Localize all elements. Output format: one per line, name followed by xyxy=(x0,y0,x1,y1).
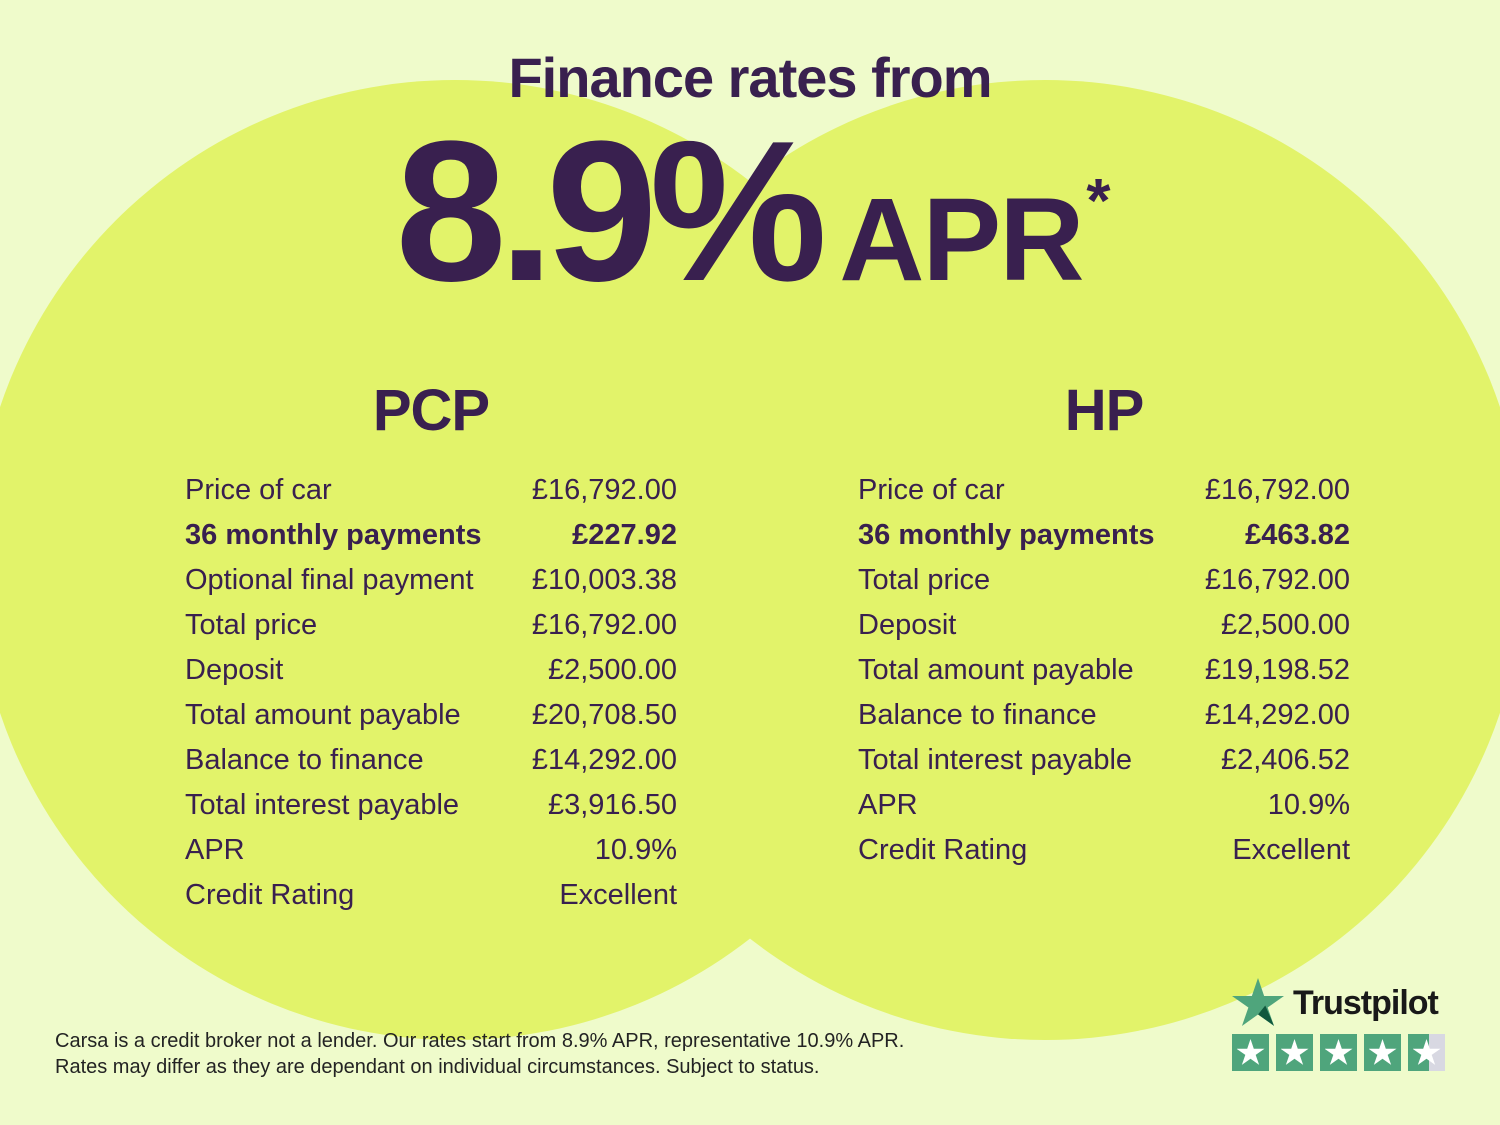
row-value: £16,792.00 xyxy=(1204,474,1350,506)
table-row xyxy=(858,558,1350,603)
row-label: Balance to finance xyxy=(858,699,1097,731)
trustpilot-star-notch xyxy=(1232,978,1284,1028)
rating-star-icon xyxy=(1281,1039,1309,1066)
row-label: APR xyxy=(858,789,918,821)
row-label: Balance to finance xyxy=(185,744,424,776)
table-row xyxy=(858,783,1350,828)
row-label: Price of car xyxy=(185,474,332,506)
row-label: Total interest payable xyxy=(185,789,460,821)
row-label: Price of car xyxy=(858,474,1005,506)
row-value: £20,708.50 xyxy=(531,699,677,731)
row-value: £16,792.00 xyxy=(531,609,677,641)
rating-star-box xyxy=(1232,1034,1269,1071)
row-value: £16,792.00 xyxy=(1204,564,1350,596)
table-row xyxy=(185,513,677,558)
row-label: 36 monthly payments xyxy=(185,519,482,551)
row-label: Optional final payment xyxy=(185,564,474,596)
table-row xyxy=(185,468,677,513)
table-row xyxy=(858,513,1350,558)
hp-rows xyxy=(858,468,1350,873)
pcp-rows xyxy=(185,468,677,918)
row-value: £16,792.00 xyxy=(531,474,677,506)
row-label: Total amount payable xyxy=(858,654,1134,686)
row-value: Excellent xyxy=(1232,834,1350,866)
rating-star-box-half xyxy=(1408,1034,1445,1071)
table-row xyxy=(185,603,677,648)
rating-star-icon xyxy=(1325,1039,1353,1066)
row-label: Deposit xyxy=(858,609,957,641)
row-value: £2,500.00 xyxy=(547,654,677,686)
rating-star-box xyxy=(1320,1034,1357,1071)
row-value: 10.9% xyxy=(1267,789,1350,821)
page-title: Finance rates from xyxy=(508,46,992,109)
row-value: 10.9% xyxy=(594,834,677,866)
rating-star-icon xyxy=(1413,1039,1441,1066)
table-row xyxy=(185,648,677,693)
disclaimer-line-1: Carsa is a credit broker not a lender. Our rates start from 8.9% APR, representative 10.9% APR. xyxy=(55,1030,905,1052)
rate-value: 8.9% xyxy=(395,100,820,323)
row-value: £2,500.00 xyxy=(1220,609,1350,641)
trustpilot-logo xyxy=(1232,978,1462,1028)
table-row xyxy=(185,693,677,738)
pcp-table xyxy=(185,378,677,918)
row-label: Credit Rating xyxy=(185,879,355,911)
row-label: Credit Rating xyxy=(858,834,1028,866)
footnote-asterisk: * xyxy=(1086,167,1109,236)
row-value: £227.92 xyxy=(572,519,677,551)
row-value: £14,292.00 xyxy=(1204,699,1350,731)
rating-star-icon xyxy=(1369,1039,1397,1066)
table-row xyxy=(858,738,1350,783)
hp-table xyxy=(858,378,1350,873)
table-row xyxy=(858,828,1350,873)
table-row xyxy=(185,738,677,783)
row-value: £463.82 xyxy=(1245,519,1350,551)
row-label: Total price xyxy=(858,564,991,596)
row-value: £10,003.38 xyxy=(531,564,677,596)
table-row xyxy=(858,468,1350,513)
table-row xyxy=(185,828,677,873)
row-label: Total price xyxy=(185,609,318,641)
table-row xyxy=(185,873,677,918)
table-row xyxy=(185,783,677,828)
table-row xyxy=(858,693,1350,738)
row-label: Total amount payable xyxy=(185,699,461,731)
row-value: £3,916.50 xyxy=(547,789,677,821)
row-label: 36 monthly payments xyxy=(858,519,1155,551)
trustpilot-badge xyxy=(1232,978,1462,1071)
disclaimer-line-2: Rates may differ as they are dependant on individual circumstances. Subject to status. xyxy=(55,1056,820,1078)
disclaimer xyxy=(55,1028,904,1080)
row-value: £14,292.00 xyxy=(531,744,677,776)
pcp-title: PCP xyxy=(372,378,490,443)
hp-title: HP xyxy=(1064,378,1144,443)
rating-star-box xyxy=(1364,1034,1401,1071)
rating-star-icon xyxy=(1237,1039,1265,1066)
trustpilot-star-icon xyxy=(1232,978,1284,1028)
rating-star-box xyxy=(1276,1034,1313,1071)
row-value: £19,198.52 xyxy=(1204,654,1350,686)
rate-unit xyxy=(839,167,1109,306)
row-label: Deposit xyxy=(185,654,284,686)
row-value: Excellent xyxy=(559,879,677,911)
trustpilot-rating-4-5-stars xyxy=(1232,1034,1462,1071)
table-row xyxy=(185,558,677,603)
table-row xyxy=(858,603,1350,648)
row-label: APR xyxy=(185,834,245,866)
headline-rate xyxy=(0,100,1500,323)
trustpilot-brand-text: Trustpilot xyxy=(1293,984,1438,1022)
row-value: £2,406.52 xyxy=(1220,744,1350,776)
table-row xyxy=(858,648,1350,693)
row-label: Total interest payable xyxy=(858,744,1133,776)
rate-unit-label: APR xyxy=(839,174,1083,306)
